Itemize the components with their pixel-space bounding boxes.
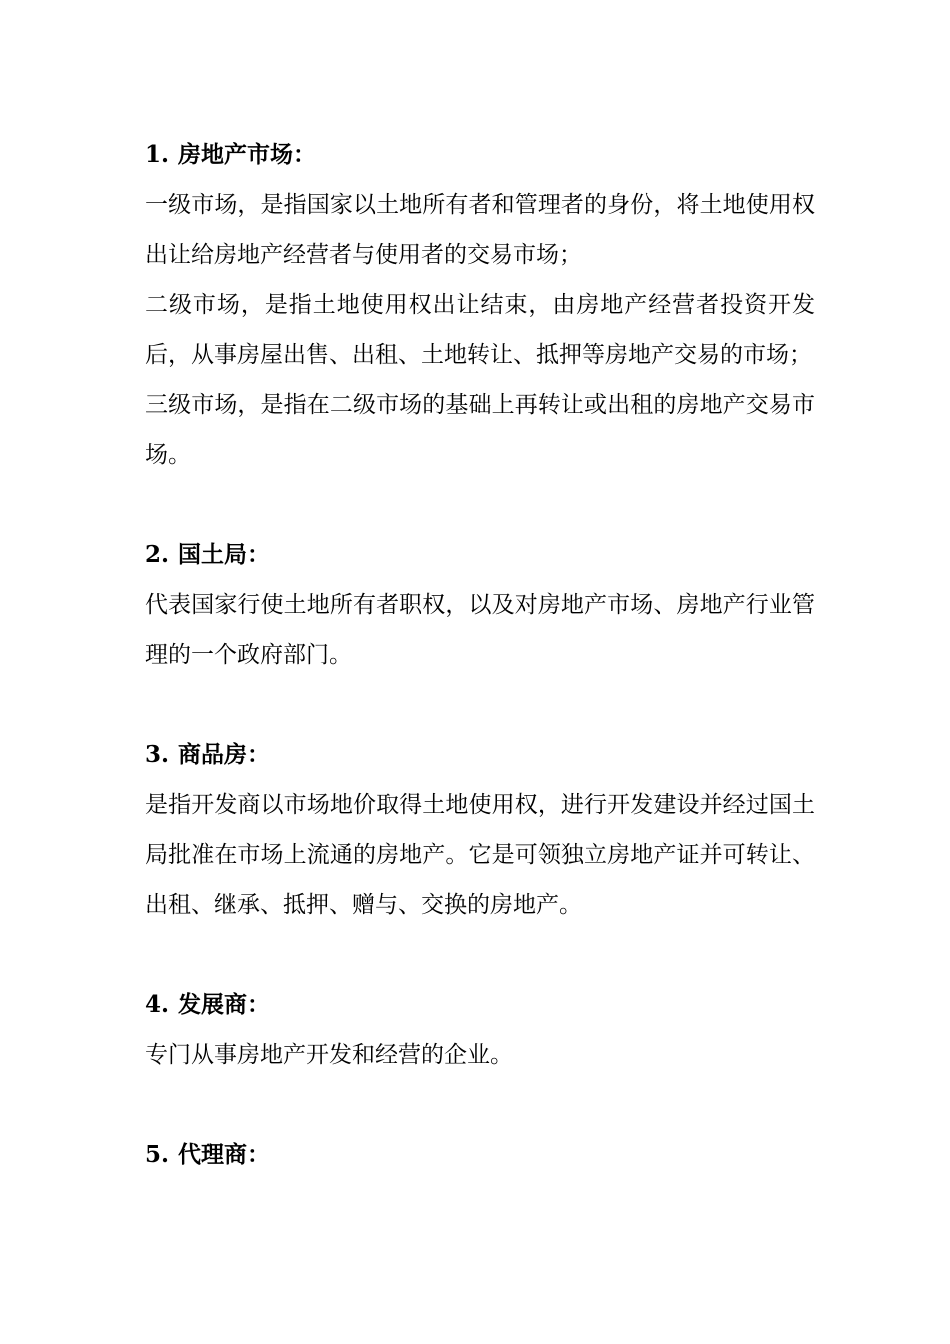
blank-line — [145, 480, 815, 530]
document-page — [145, 130, 815, 1180]
section-heading: 商品房： — [178, 741, 270, 768]
blank-line — [145, 1080, 815, 1130]
section-number: 4. — [145, 991, 170, 1018]
section-4-title — [145, 980, 815, 1030]
blank-line — [145, 930, 815, 980]
paragraph: 代表国家行使土地所有者职权，以及对房地产市场、房地产行业管理的一个政府部门。 — [145, 592, 815, 668]
paragraph: 专门从事房地产开发和经营的企业。 — [145, 1042, 513, 1068]
section-heading: 房地产市场： — [178, 141, 316, 168]
section-heading: 发展商： — [178, 991, 270, 1018]
section-number: 1. — [145, 141, 170, 168]
section-1-title — [145, 130, 815, 180]
section-number: 2. — [145, 541, 170, 568]
section-heading: 代理商： — [178, 1141, 270, 1168]
paragraph: 是指开发商以市场地价取得土地使用权，进行开发建设并经过国土局批准在市场上流通的房地产。它是可领独立房地产证并可转让、出租、继承、抵押、赠与、交换的房地产。 — [145, 792, 815, 918]
blank-line — [145, 680, 815, 730]
section-2-title — [145, 530, 815, 580]
section-5-title — [145, 1130, 815, 1180]
paragraph: 一级市场，是指国家以土地所有者和管理者的身份，将土地使用权出让给房地产经营者与使用者的交易市场； — [145, 192, 815, 268]
section-number: 5. — [145, 1141, 170, 1168]
paragraph: 三级市场，是指在二级市场的基础上再转让或出租的房地产交易市场。 — [145, 392, 815, 468]
section-3-title — [145, 730, 815, 780]
paragraph: 二级市场，是指土地使用权出让结束，由房地产经营者投资开发后，从事房屋出售、出租、土地转让、抵押等房地产交易的市场； — [145, 292, 815, 368]
section-number: 3. — [145, 741, 170, 768]
section-heading: 国土局： — [178, 541, 270, 568]
